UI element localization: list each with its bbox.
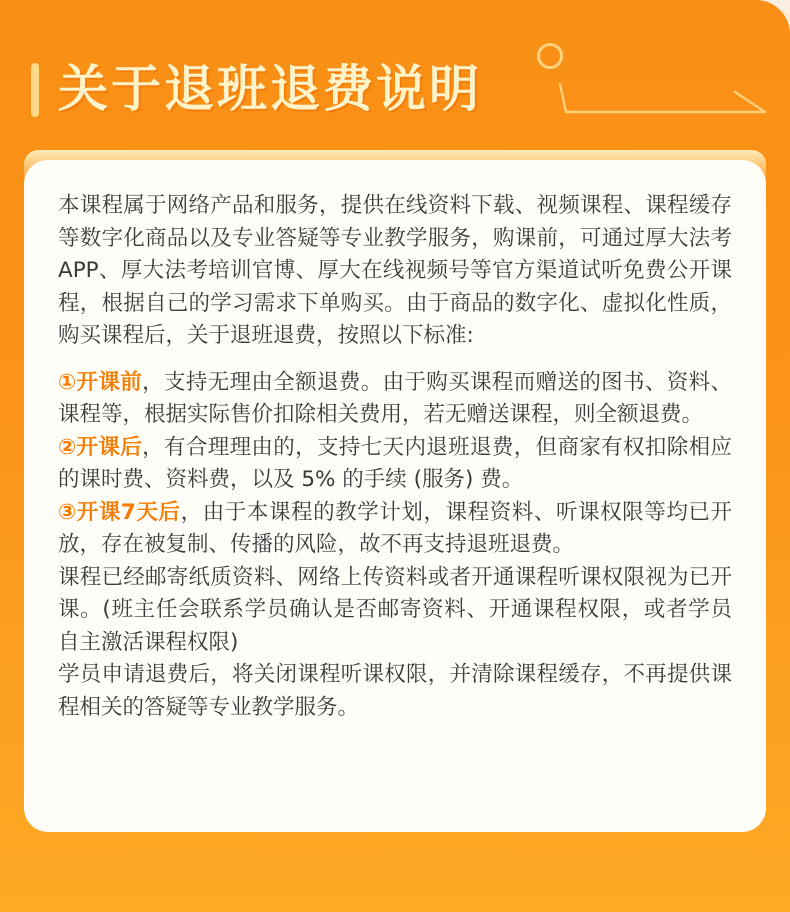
intro-paragraph: 本课程属于网络产品和服务，提供在线资料下载、视频课程、课程缓存等数字化商品以及专业答疑等专业教学服务，购课前，可通过厚大法考 APP、厚大法考培训官博、厚大在线视频号等官方渠道试听免费公开课程，根据自己的学习需求下单购买。由于商品的数字化、虚拟化性质，购买课程后，关于退班退费，按照以下标准: [58, 193, 754, 348]
page-title: 关于退班退费说明 [58, 60, 482, 118]
content-card [24, 160, 766, 832]
rule-after-class [58, 432, 732, 497]
arrow-line-decoration-icon [0, 0, 790, 140]
note-after-refund: 学员申请退费后，将关闭课程听课权限，并清除课程缓存，不再提供课程相关的答疑等专业教学服务。 [58, 662, 732, 720]
rule-before-class [58, 367, 732, 432]
rule-label: ②开课后 [58, 434, 143, 460]
rule-text: ，支持无理由全额退费。由于购买课程而赠送的图书、资料、课程等，根据实际售价扣除相关费用，若无赠送课程，则全额退费。 [58, 369, 732, 427]
rule-label: ①开课前 [58, 369, 143, 395]
spacer [58, 353, 732, 367]
rule-text: ，由于本课程的教学计划，课程资料、听课权限等均已开放，存在被复制、传播的风险，故不再支持退班退费。 [58, 499, 732, 557]
rule-label: ③开课7天后 [58, 499, 181, 525]
rule-text: ，有合理理由的，支持七天内退班退费，但商家有权扣除相应的课时费、资料费，以及 5% 的手续 (服务) 费。 [58, 434, 732, 492]
rule-after-7-days [58, 497, 732, 562]
note-class-started: 课程已经邮寄纸质资料、网络上传资料或者开通课程听课权限视为已开课。(班主任会联系学员确认是否邮寄资料、开通课程权限，或者学员自主激活课程权限) [58, 564, 732, 655]
